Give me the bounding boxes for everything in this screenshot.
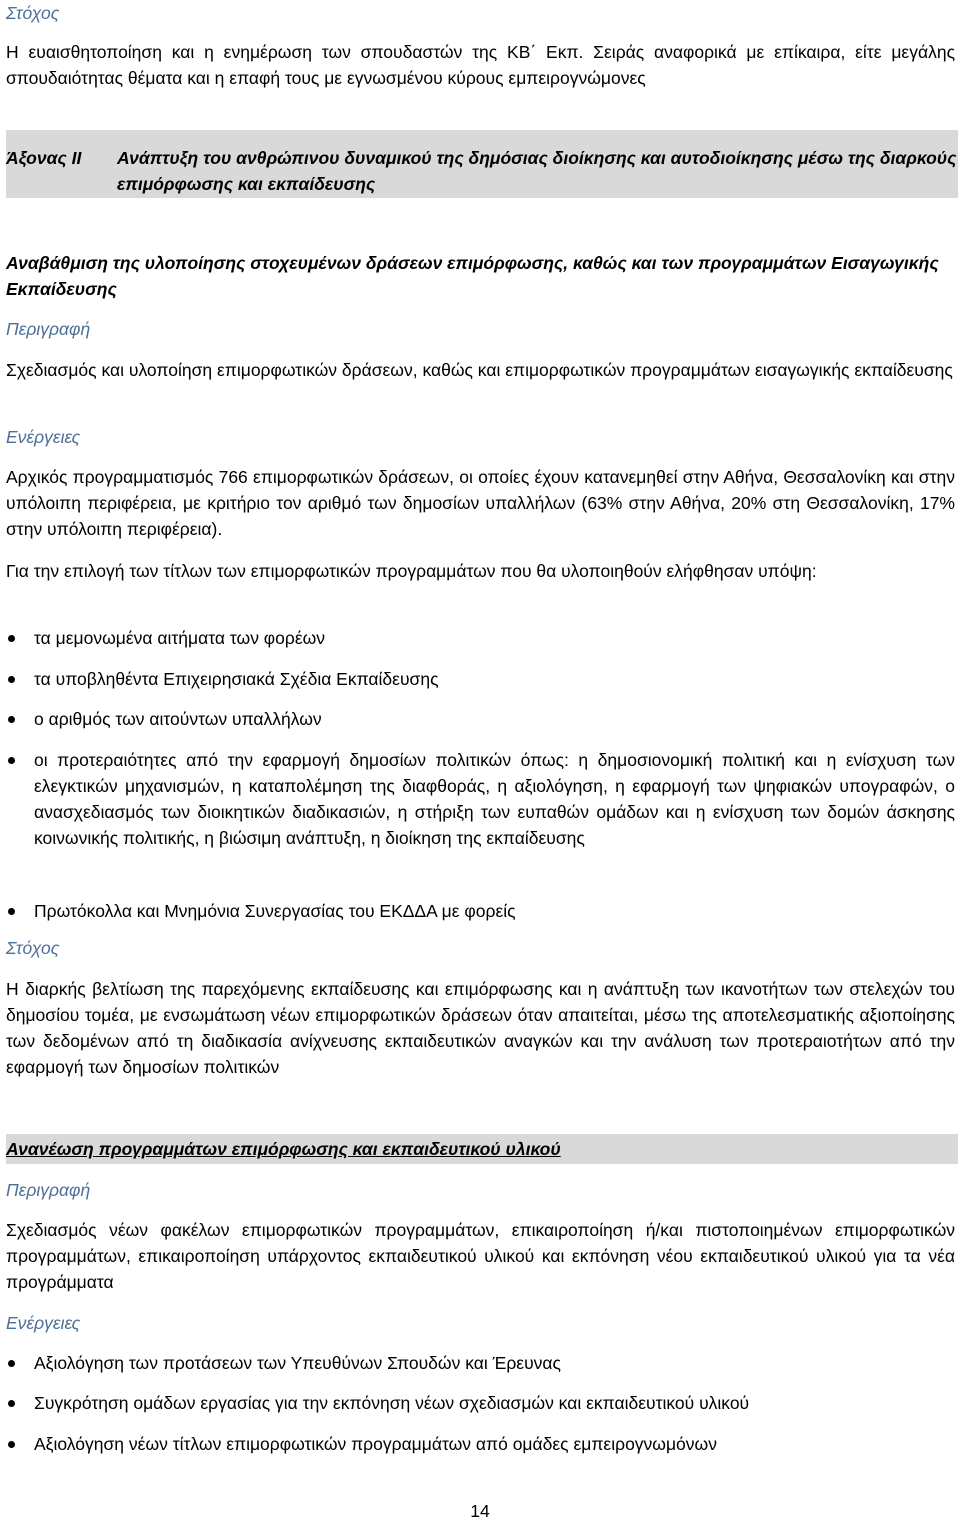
axis-label: Άξονας ΙΙ: [6, 148, 82, 168]
list-item-text: τα υποβληθέντα Επιχειρησιακά Σχέδια Εκπαίδευσης: [34, 669, 439, 689]
goal-text: Η ευαισθητοποίηση και η ενημέρωση των σπουδαστών της ΚΒ΄ Εκπ. Σειράς αναφορικά με επίκαιρα, είτε μεγάλης σπουδαιότητας θέματα και η επαφή τους με εγνωσμένου κύρους εμπειρογνώμονες: [6, 42, 955, 88]
section-heading: Αναβάθμιση της υλοποίησης στοχευμένων δράσεων επιμόρφωσης, καθώς και των προγραμμάτων Εισαγωγικής Εκπαίδευσης: [6, 253, 939, 299]
goal-label: Στόχος: [6, 938, 60, 958]
list-item-text: τα μεμονωμένα αιτήματα των φορέων: [34, 628, 326, 648]
list-item-text: Συγκρότηση ομάδων εργασίας για την εκπόνηση νέων σχεδιασμών και εκπαιδευτικού υλικού: [34, 1393, 750, 1413]
list-item-text: οι προτεραιότητες από την εφαρμογή δημοσίων πολιτικών όπως: η δημοσιονομική πολιτική και η ενίσχυση των ελεγκτικών μηχανισμών, η καταπολέμηση της διαφθοράς, η αξιολόγηση, η εφαρμογή των ψηφιακών υπογραφών, ο ανασχεδιασμός των διοικητικών διαδικασιών, η στήριξη των ευπαθών ομάδων και η ενίσχυση των δομών άσκησης κοινωνικής πολιτικής, η βιώσιμη ανάπτυξη, η διοίκηση της εκπαίδευσης: [34, 750, 955, 848]
bullet-icon: [8, 757, 15, 764]
bullet-icon: [8, 1400, 15, 1407]
section-heading: Ανανέωση προγραμμάτων επιμόρφωσης και εκπαιδευτικού υλικού: [6, 1139, 561, 1159]
bullet-icon: [8, 908, 15, 915]
actions-text: Αρχικός προγραμματισμός 766 επιμορφωτικών δράσεων, οι οποίες έχουν κατανεμηθεί στην Αθήνα, Θεσσαλονίκη και στην υπόλοιπη περιφέρεια, με κριτήριο τον αριθμό των δημοσίων υπαλλήλων (63% στην Αθήνα, 20% στη Θεσσαλονίκη, 17% στην υπόλοιπη περιφέρεια).: [6, 467, 955, 539]
list-item-text: Πρωτόκολλα και Μνημόνια Συνεργασίας του ΕΚΔΔΑ με φορείς: [34, 901, 516, 921]
criteria-intro: Για την επιλογή των τίτλων των επιμορφωτικών προγραμμάτων που θα υλοποιηθούν ελήφθησαν υπόψη:: [6, 561, 817, 581]
axis-title: Ανάπτυξη του ανθρώπινου δυναμικού της δημόσιας διοίκησης και αυτοδιοίκησης μέσω της διαρκούς επιμόρφωσης και εκπαίδευσης: [117, 148, 957, 194]
goal-label: Στόχος: [6, 3, 60, 23]
description-text: Σχεδιασμός νέων φακέλων επιμορφωτικών προγραμμάτων, επικαιροποίηση ή/και πιστοποιημένων επιμορφωτικών προγραμμάτων, επικαιροποίηση υπάρχοντος εκπαιδευτικού υλικού και εκπόνηση νέου εκπαιδευτικού υλικού για τα νέα προγράμματα: [6, 1220, 955, 1292]
list-item-text: Αξιολόγηση των προτάσεων των Υπευθύνων Σπουδών και Έρευνας: [34, 1353, 561, 1373]
bullet-icon: [8, 1441, 15, 1448]
description-label: Περιγραφή: [6, 319, 91, 339]
actions-label: Ενέργειες: [6, 427, 81, 447]
actions-label: Ενέργειες: [6, 1313, 81, 1333]
list-item-text: ο αριθμός των αιτούντων υπαλλήλων: [34, 709, 322, 729]
description-label: Περιγραφή: [6, 1180, 91, 1200]
bullet-icon: [8, 635, 15, 642]
bullet-icon: [8, 676, 15, 683]
page-number: 14: [470, 1501, 490, 1521]
bullet-icon: [8, 1360, 15, 1367]
description-text: Σχεδιασμός και υλοποίηση επιμορφωτικών δράσεων, καθώς και επιμορφωτικών προγραμμάτων εισαγωγικής εκπαίδευσης: [6, 360, 953, 380]
goal-text: Η διαρκής βελτίωση της παρεχόμενης εκπαίδευσης και επιμόρφωσης και η ανάπτυξη των ικανοτήτων των στελεχών του δημοσίου τομέα, με ενσωμάτωση νέων επιμορφωτικών δράσεων όταν απαιτείται, μέσω της αποτελεσματικής αξιοποίησης των δεδομένων από τη διαδικασία ανίχνευσης εκπαιδευτικών αναγκών και την ανάλυση των προτεραιοτήτων από την εφαρμογή των δημοσίων πολιτικών: [6, 979, 955, 1077]
list-item-text: Αξιολόγηση νέων τίτλων επιμορφωτικών προγραμμάτων από ομάδες εμπειρογνωμόνων: [34, 1434, 717, 1454]
bullet-icon: [8, 716, 15, 723]
